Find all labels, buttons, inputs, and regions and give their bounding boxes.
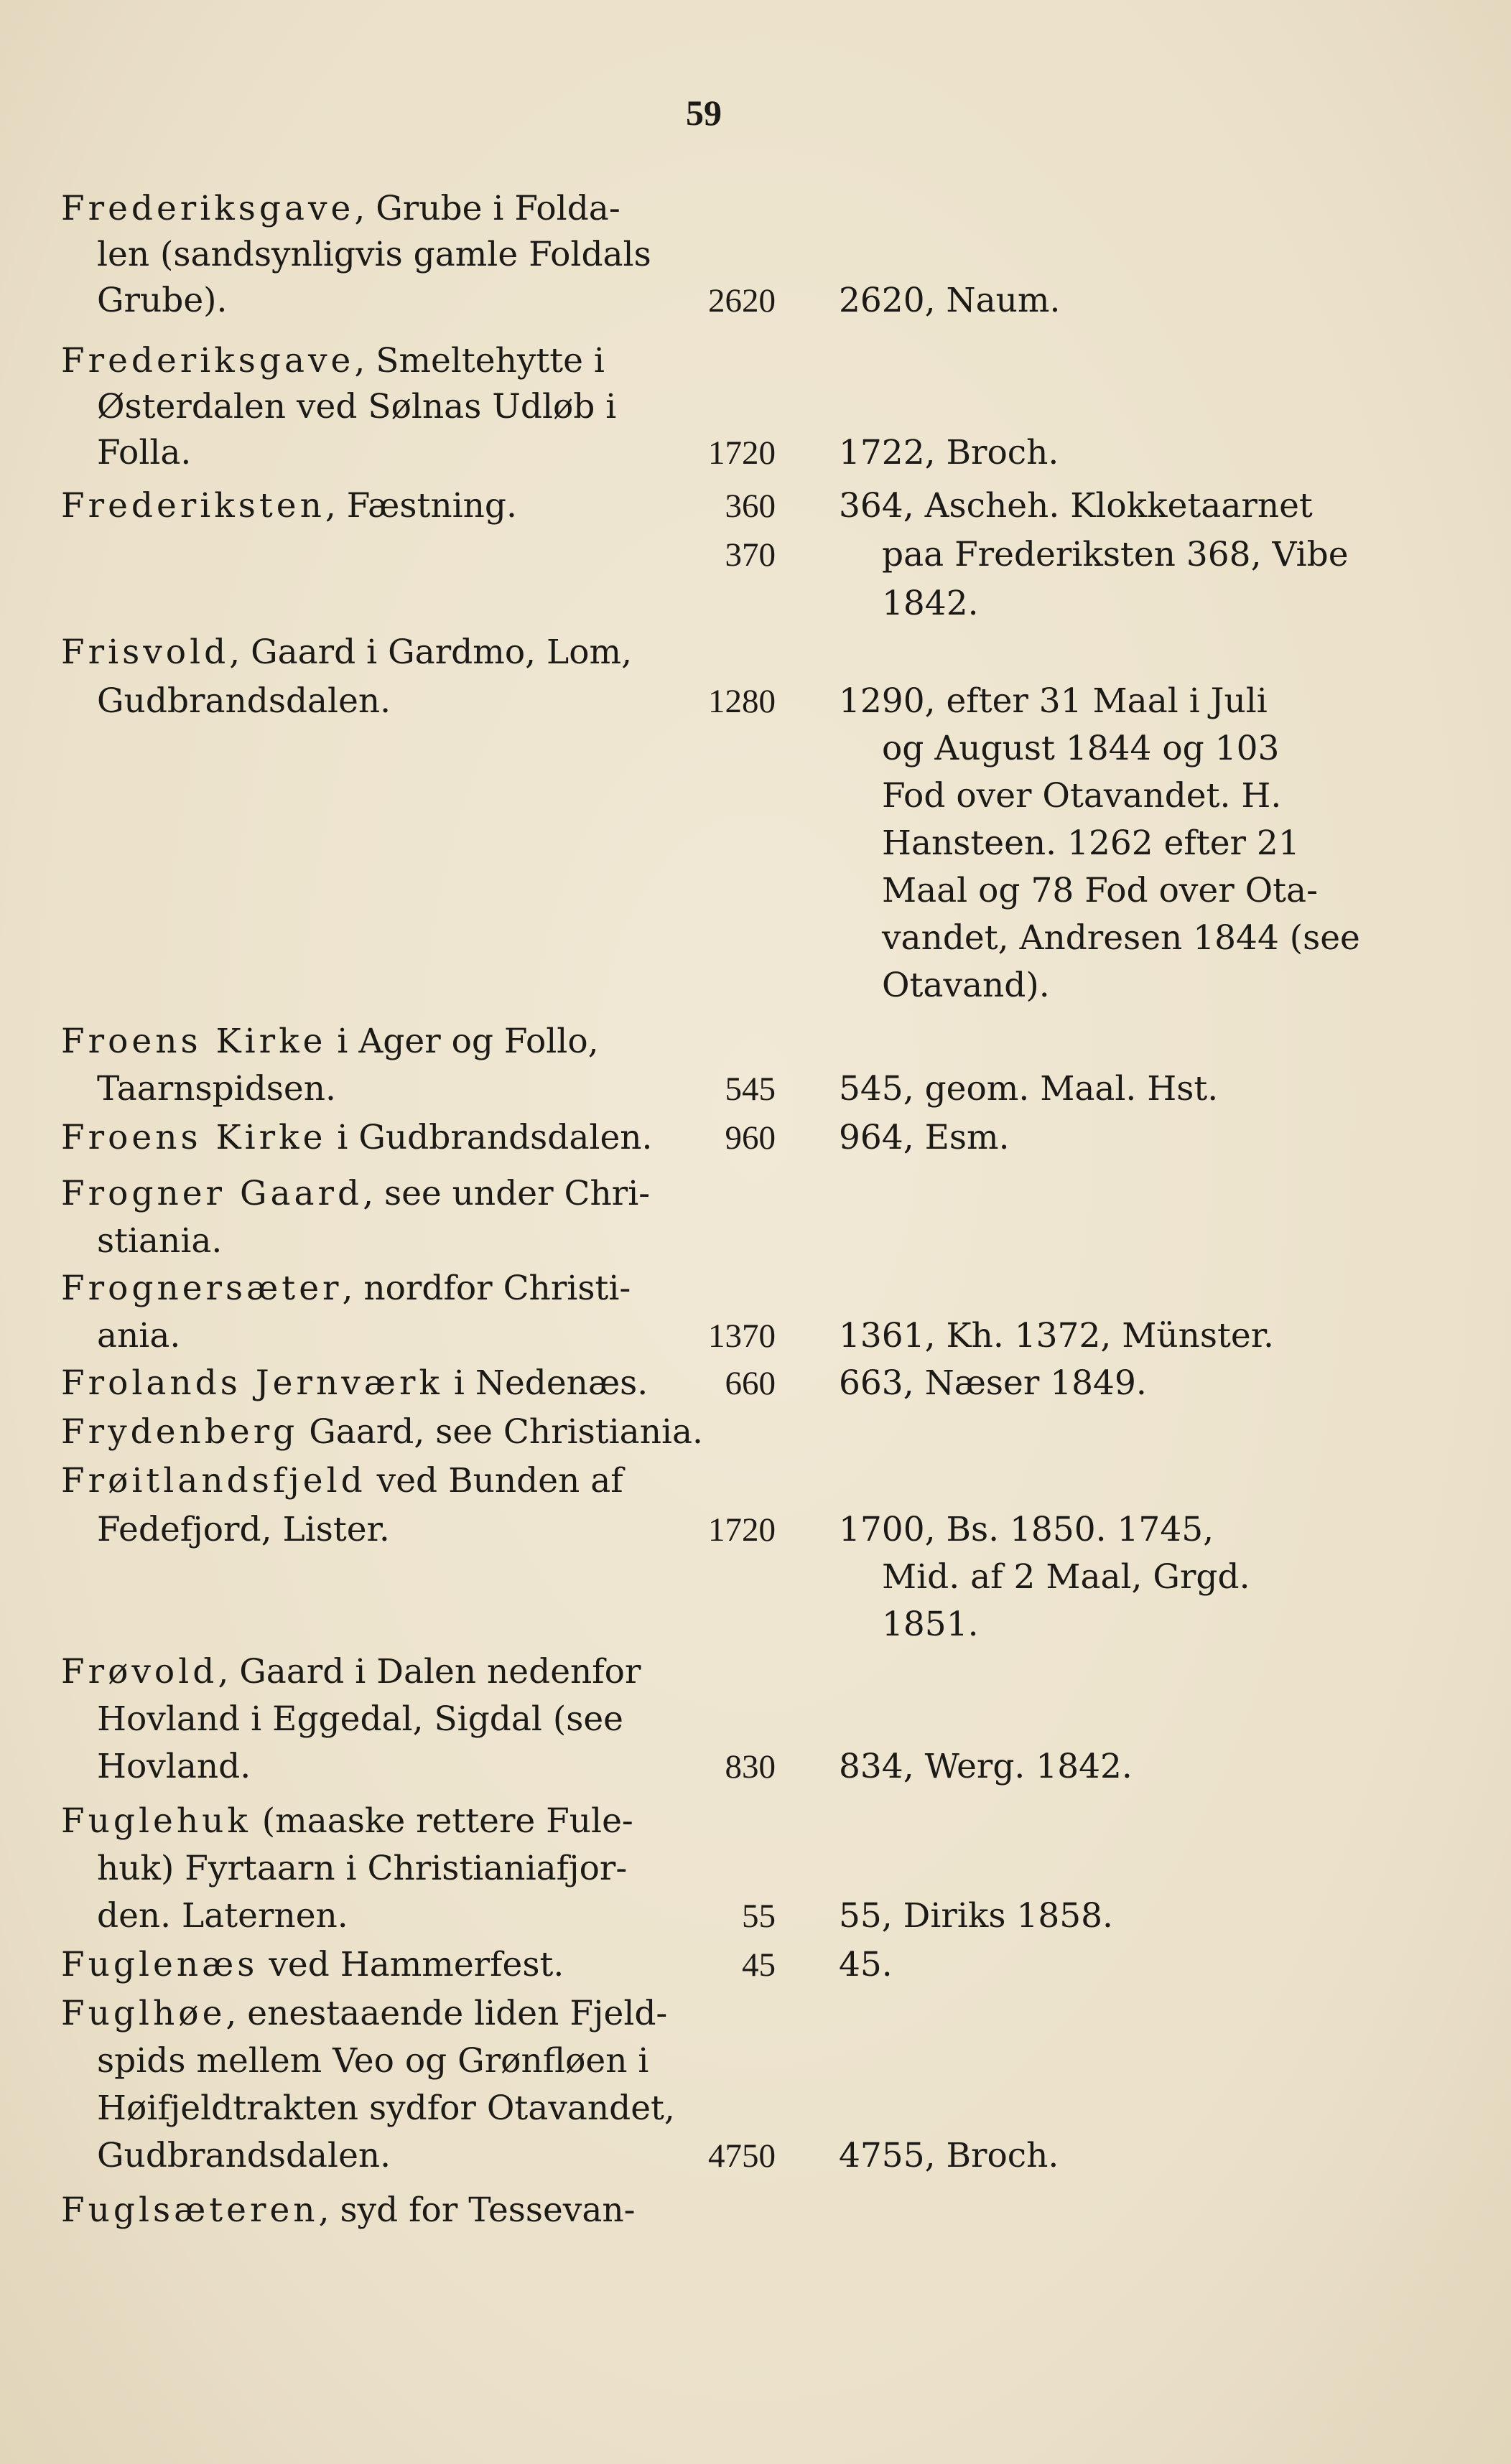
entry-line: Gudbrandsdalen. xyxy=(97,681,391,721)
page-number: 59 xyxy=(686,93,722,133)
entry-line: len (sandsynligvis gamle Foldals xyxy=(97,235,651,274)
entry-text: i Ager og Follo, xyxy=(326,1022,599,1061)
entry-line: Grube). xyxy=(97,281,228,320)
entry-line xyxy=(61,1018,599,1065)
height-source: 364, Ascheh. Klokketaarnet xyxy=(839,486,1313,526)
height-value: 660 xyxy=(725,1365,776,1402)
height-value: 360 xyxy=(725,487,776,525)
entry-line xyxy=(61,482,517,530)
entry-line: Høifjeldtrakten sydfor Otavandet, xyxy=(97,2089,675,2128)
entry-name: Fuglsæteren xyxy=(61,2190,319,2230)
height-source: 663, Næser 1849. xyxy=(839,1363,1147,1403)
height-source: 964, Esm. xyxy=(839,1118,1010,1157)
height-source: Otavand). xyxy=(882,966,1050,1005)
entry-name: Frognersæter xyxy=(61,1269,343,1308)
height-source: 45. xyxy=(839,1945,893,1984)
entry-line: stiania. xyxy=(97,1221,223,1261)
entry-text: , Smeltehytte i xyxy=(354,341,605,381)
height-value: 1720 xyxy=(708,434,776,472)
height-source: vandet, Andresen 1844 (see xyxy=(882,918,1360,958)
entry-text: , see under Chri- xyxy=(363,1174,651,1213)
height-value: 45 xyxy=(742,1946,776,1984)
entry-text: , syd for Tessevan- xyxy=(318,2190,636,2230)
entry-line: Fedefjord, Lister. xyxy=(97,1510,390,1549)
height-source: 834, Werg. 1842. xyxy=(839,1747,1133,1786)
entry-name: Fuglehuk xyxy=(61,1801,251,1841)
height-source: 4755, Broch. xyxy=(839,2136,1059,2175)
entry-line xyxy=(61,337,605,385)
entry-text: i Gudbrandsdalen. xyxy=(326,1118,653,1157)
entry-text: Gaard, see Christiania. xyxy=(298,1412,703,1452)
entry-line xyxy=(61,2187,636,2234)
entry-line: Taarnspidsen. xyxy=(97,1069,336,1109)
entry-text: , enestaaende liden Fjeld- xyxy=(226,1994,668,2033)
entry-line xyxy=(61,1265,631,1312)
entry-line: Gudbrandsdalen. xyxy=(97,2136,391,2175)
entry-name: Frydenberg xyxy=(61,1412,299,1452)
entry-line xyxy=(61,1990,667,2038)
height-value: 1280 xyxy=(708,683,776,720)
entry-name: Frogner Gaard xyxy=(61,1174,363,1213)
height-source: 55, Diriks 1858. xyxy=(839,1896,1113,1936)
height-source: og August 1844 og 103 xyxy=(882,729,1280,768)
height-value: 960 xyxy=(725,1119,776,1157)
entry-text: ved Bunden af xyxy=(366,1461,623,1501)
height-source: 1851. xyxy=(882,1605,979,1644)
entry-name: Frisvold xyxy=(61,633,230,672)
entry-line xyxy=(61,1941,564,1989)
height-source: 1361, Kh. 1372, Münster. xyxy=(839,1316,1274,1355)
height-value: 1370 xyxy=(708,1317,776,1355)
entry-line xyxy=(61,1114,652,1162)
height-source: paa Frederiksten 368, Vibe xyxy=(882,535,1349,574)
entry-text: (maaske rettere Fule- xyxy=(251,1801,633,1841)
entry-text: , nordfor Christi- xyxy=(342,1269,631,1308)
height-source: 545, geom. Maal. Hst. xyxy=(839,1069,1219,1109)
entry-line: ania. xyxy=(97,1316,181,1355)
entry-text: , Fæstning. xyxy=(325,486,517,526)
height-value: 830 xyxy=(725,1748,776,1786)
entry-name: Froens Kirke xyxy=(61,1118,327,1157)
entry-name: Frøitlandsfjeld xyxy=(61,1461,366,1501)
height-source: Mid. af 2 Maal, Grgd. xyxy=(882,1557,1250,1597)
height-source: 1842. xyxy=(882,584,979,623)
entry-text: , Grube i Folda- xyxy=(354,189,620,228)
entry-line xyxy=(61,1409,703,1456)
height-source: Fod over Otavandet. H. xyxy=(882,776,1282,816)
entry-name: Frederiksten xyxy=(61,486,325,526)
entry-name: Frederiksgave xyxy=(61,341,355,381)
height-source: Maal og 78 Fod over Ota- xyxy=(882,871,1318,910)
entry-line xyxy=(61,1648,641,1696)
entry-line: den. Laternen. xyxy=(97,1896,348,1936)
entry-line: Hovland i Eggedal, Sigdal (see xyxy=(97,1699,623,1739)
height-source: 1722, Broch. xyxy=(839,433,1059,472)
height-value: 370 xyxy=(725,536,776,574)
height-source: 1290, efter 31 Maal i Juli xyxy=(839,681,1268,721)
entry-name: Frøvold xyxy=(61,1652,218,1691)
entry-text: , Gaard i Dalen nedenfor xyxy=(218,1652,641,1691)
entry-line: Folla. xyxy=(97,433,192,472)
entry-line xyxy=(61,1457,623,1505)
entry-name: Froens Kirke xyxy=(61,1022,327,1061)
entry-line xyxy=(61,1798,633,1845)
height-value: 2620 xyxy=(708,282,776,319)
entry-line: Hovland. xyxy=(97,1747,251,1786)
height-value: 4750 xyxy=(708,2137,776,2175)
height-source: 1700, Bs. 1850. 1745, xyxy=(839,1510,1214,1549)
height-source: 2620, Naum. xyxy=(839,281,1061,320)
entry-name: Fuglhøe xyxy=(61,1994,226,2033)
entry-line: spids mellem Veo og Grønfløen i xyxy=(97,2041,649,2081)
entry-text: i Nedenæs. xyxy=(442,1363,648,1403)
entry-line xyxy=(61,1170,650,1218)
entry-name: Frederiksgave xyxy=(61,189,355,228)
entry-text: ved Hammerfest. xyxy=(258,1945,564,1984)
entry-name: Fuglenæs xyxy=(61,1945,259,1984)
height-value: 55 xyxy=(742,1898,776,1935)
entry-line xyxy=(61,1360,648,1407)
height-source: Hansteen. 1262 efter 21 xyxy=(882,823,1300,863)
entry-line xyxy=(61,629,632,676)
entry-line: huk) Fyrtaarn i Christianiafjor- xyxy=(97,1849,628,1888)
entry-name: Frolands Jernværk xyxy=(61,1363,443,1403)
height-value: 1720 xyxy=(708,1511,776,1549)
entry-line: Østerdalen ved Sølnas Udløb i xyxy=(97,387,617,426)
height-value: 545 xyxy=(725,1070,776,1108)
entry-text: , Gaard i Gardmo, Lom, xyxy=(229,633,633,672)
entry-line xyxy=(61,185,620,233)
